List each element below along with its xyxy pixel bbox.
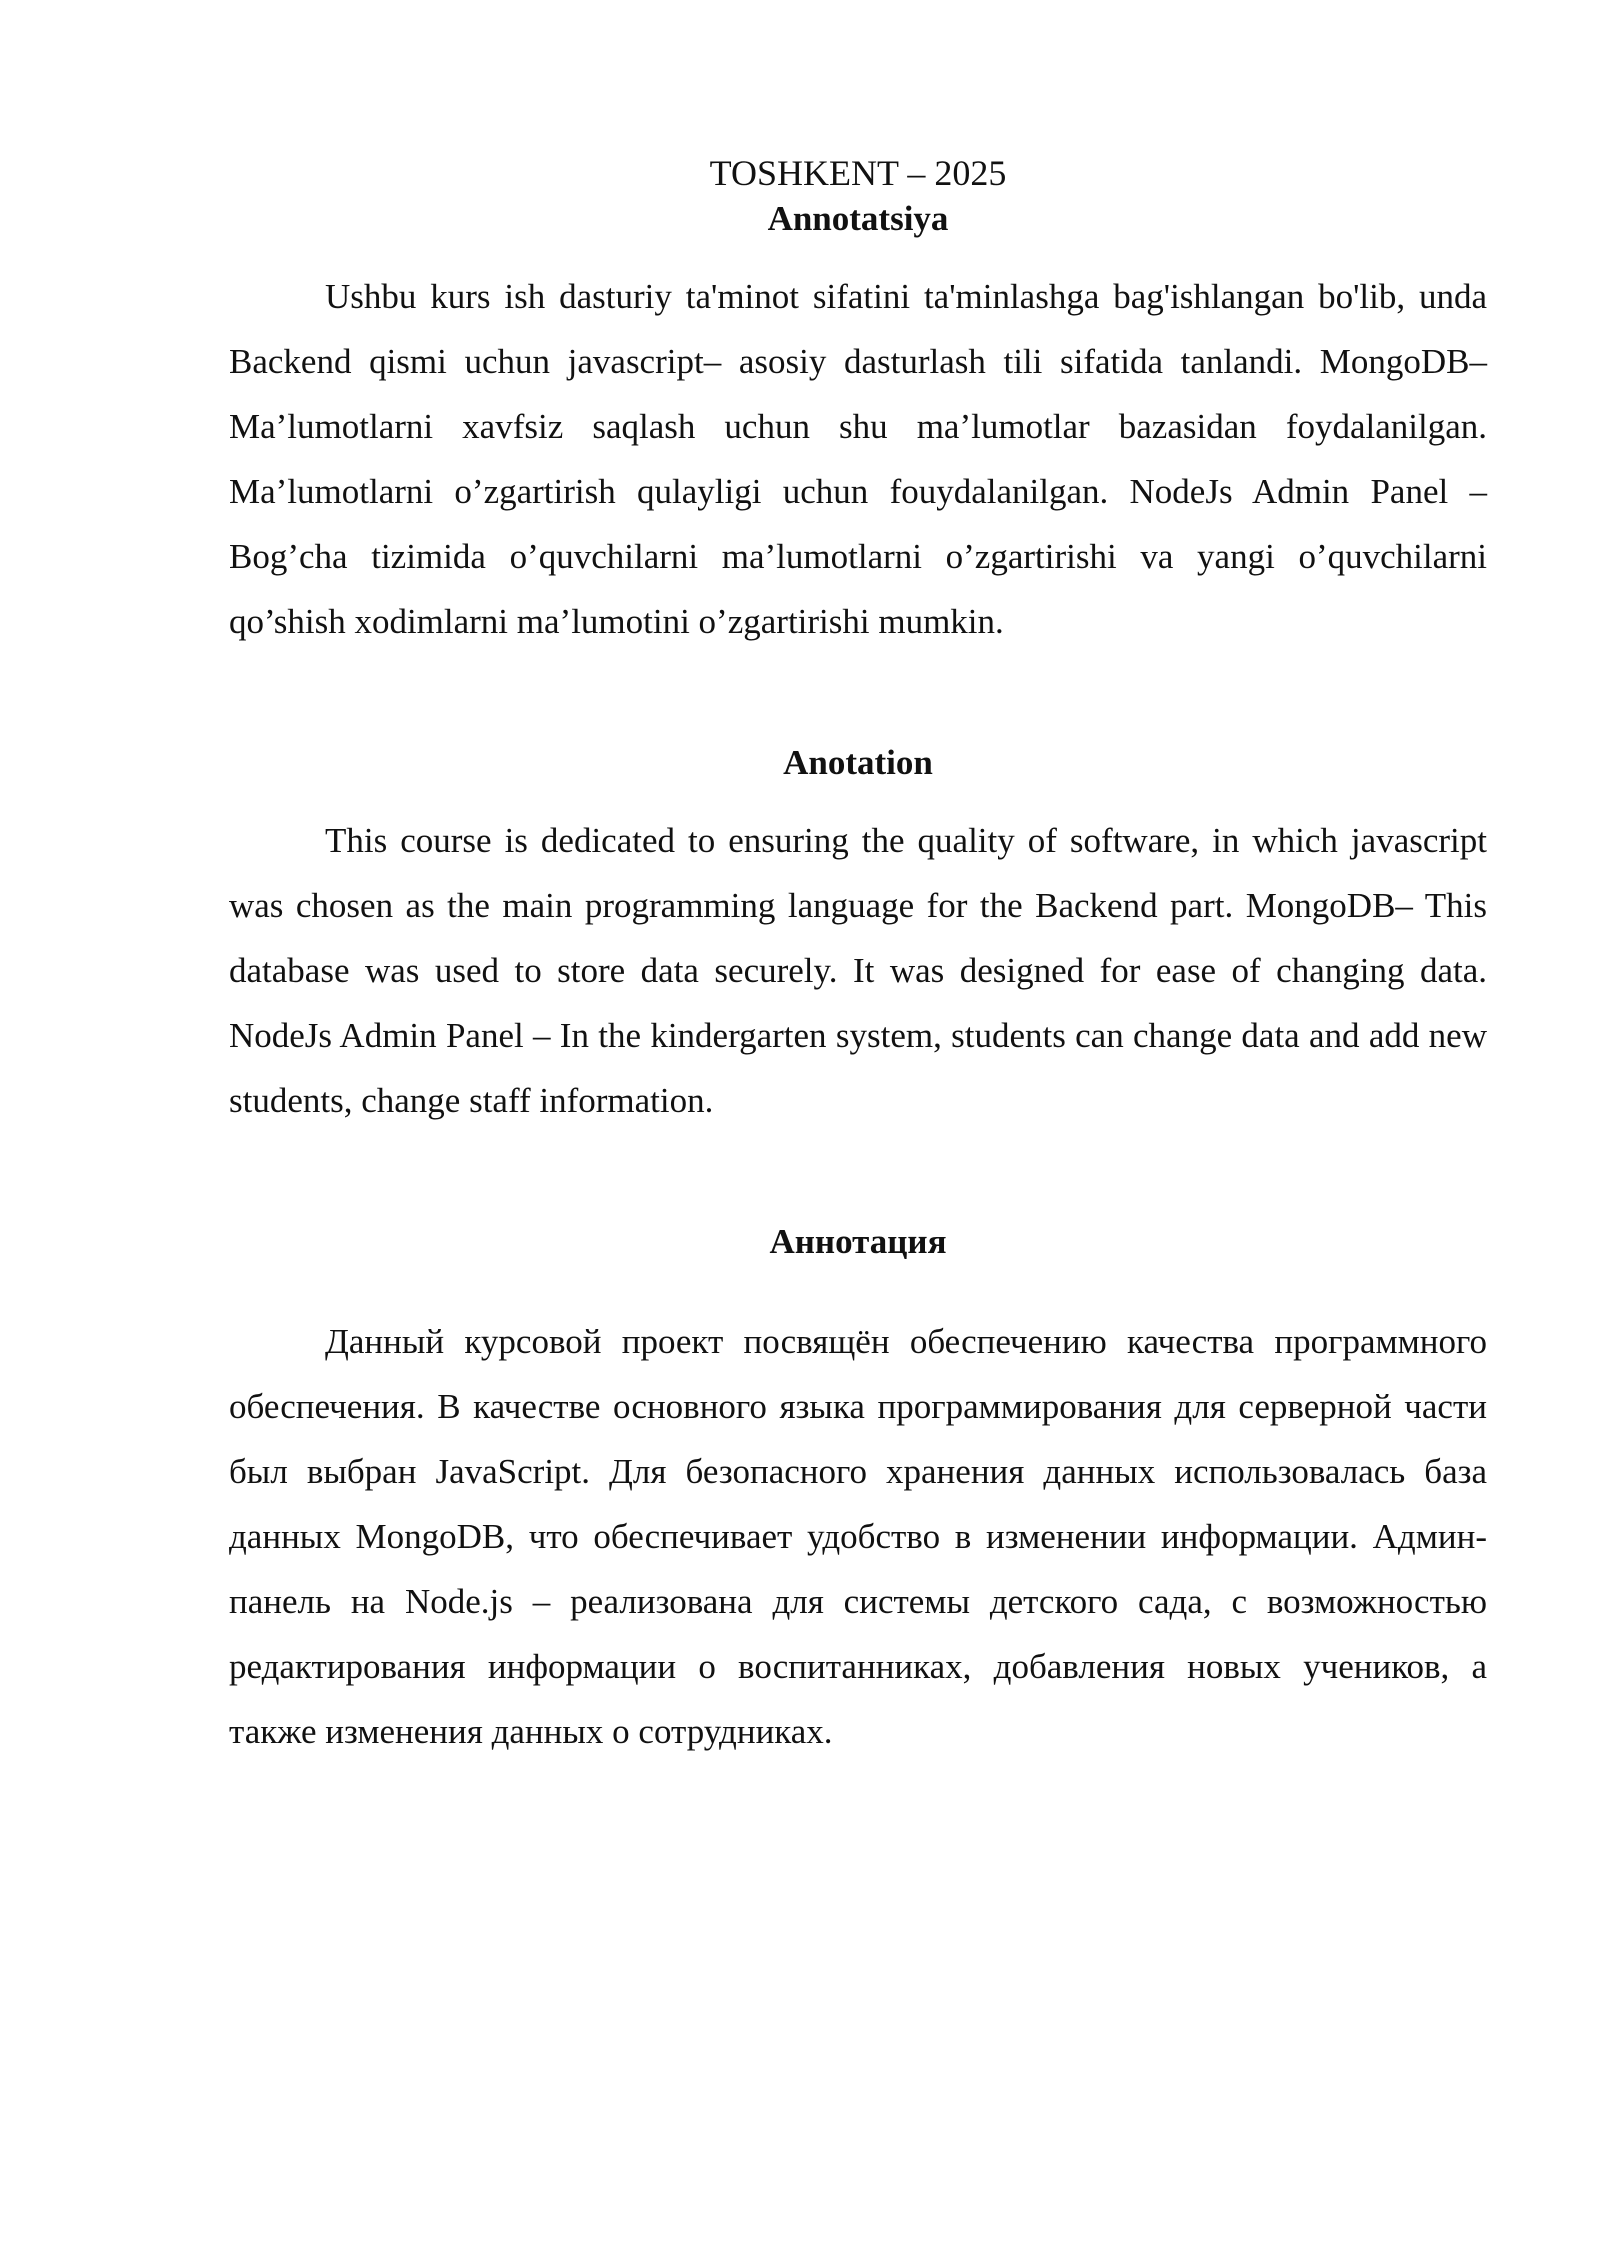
section-body-uzbek: Ushbu kurs ish dasturiy ta'minot sifatini ta'minlashga bag'ishlangan bo'lib, unda Backend qismi uchun javascript– asosiy dasturlash tili sifatida tanlandi. MongoDB–Ma’lumotlarni xavfsiz saqlash uchun shu ma’lumotlar bazasidan foydalanilgan. Ma’lumotlarni o’zgartirish qulayligi uchun fouydalanilgan. NodeJs Admin Panel – Bog’cha tizimida o’quvchilarni ma’lumotlarni o’zgartirishi va yangi o’quvchilarni qo’shish xodimlarni ma’lumotini o’zgartirishi mumkin. — [229, 277, 1487, 641]
section-heading-russian: Аннотация — [769, 1222, 947, 1261]
section-body-russian: Данный курсовой проект посвящён обеспечению качества программного обеспечения. В качестве основного языка программирования для серверной части был выбран JavaScript. Для безопасного хранения данных использовалась база данных MongoDB, что обеспечивает удобство в изменении информации. Админ-панель на Node.js – реализована для системы детского сада, с возможностью редактирования информации о воспитанниках, добавления новых учеников, а также изменения данных о сотрудниках. — [229, 1322, 1487, 1751]
page-content — [229, 150, 1487, 1764]
section-body-english: This course is dedicated to ensuring the quality of software, in which javascript was chosen as the main programming language for the Backend part. MongoDB– This database was used to store data securely. It was designed for ease of changing data. NodeJs Admin Panel – In the kindergarten system, students can change data and add new students, change staff information. — [229, 821, 1487, 1120]
city-year-line: TOSHKENT – 2025 — [709, 153, 1007, 193]
section-heading-english: Anotation — [783, 743, 933, 782]
section-heading-uzbek: Annotatsiya — [767, 199, 949, 238]
